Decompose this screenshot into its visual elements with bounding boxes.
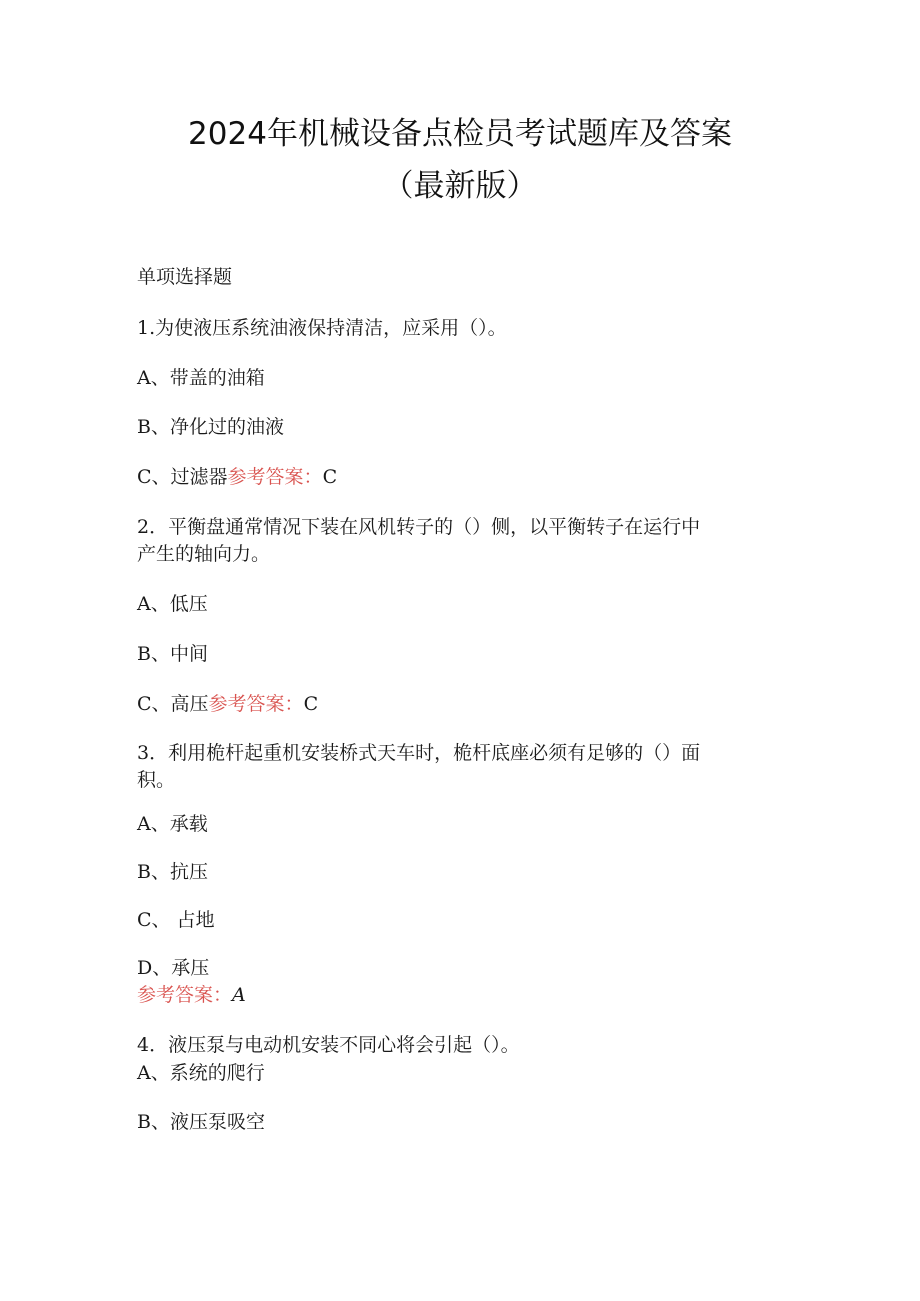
question-3-stem-line1: 3．利用桅杆起重机安装桥式天车时，桅杆底座必须有足够的（）面 (137, 742, 701, 764)
question-1-option-a: A、带盖的油箱 (137, 367, 265, 389)
question-3-answer-row (137, 983, 246, 1007)
question-4-stem: 4．液压泵与电动机安装不同心将会引起（）。 (137, 1034, 520, 1056)
question-2-option-b: B、中间 (137, 643, 208, 665)
question-3-option-c: C、 占地 (137, 909, 215, 931)
question-1-option-c: C、过滤器 (137, 466, 228, 488)
question-1-option-b: B、净化过的油液 (137, 416, 284, 438)
question-2-stem-line2: 产生的轴向力。 (137, 543, 271, 565)
question-2-option-c-row (137, 692, 318, 716)
question-2-stem-line1: 2．平衡盘通常情况下装在风机转子的（）侧，以平衡转子在运行中 (137, 516, 701, 538)
question-3-option-b: B、抗压 (137, 861, 208, 883)
section-heading: 单项选择题 (137, 266, 233, 288)
question-4-option-b: B、液压泵吸空 (137, 1111, 265, 1133)
document-title: 2024年机械设备点检员考试题库及答案 (188, 116, 732, 152)
question-2-option-a: A、低压 (137, 593, 208, 615)
question-2-option-c: C、高压 (137, 693, 209, 715)
answer-label: 参考答案： (227, 466, 323, 488)
question-3-answer: A (232, 984, 246, 1006)
answer-label: 参考答案： (208, 693, 304, 715)
question-4-option-a: A、系统的爬行 (137, 1062, 265, 1084)
question-3-option-a: A、承载 (137, 813, 208, 835)
question-3-option-d: D、承压 (137, 957, 210, 979)
answer-label: 参考答案： (137, 984, 233, 1006)
question-3-stem-line2: 积。 (137, 769, 176, 791)
document-subtitle: （最新版） (382, 168, 538, 204)
question-1-answer: C (322, 466, 338, 488)
question-1-option-c-row (137, 465, 337, 489)
question-2-answer: C (303, 693, 319, 715)
question-1-stem: 1.为使液压系统油液保持清洁，应采用（）。 (137, 317, 507, 339)
